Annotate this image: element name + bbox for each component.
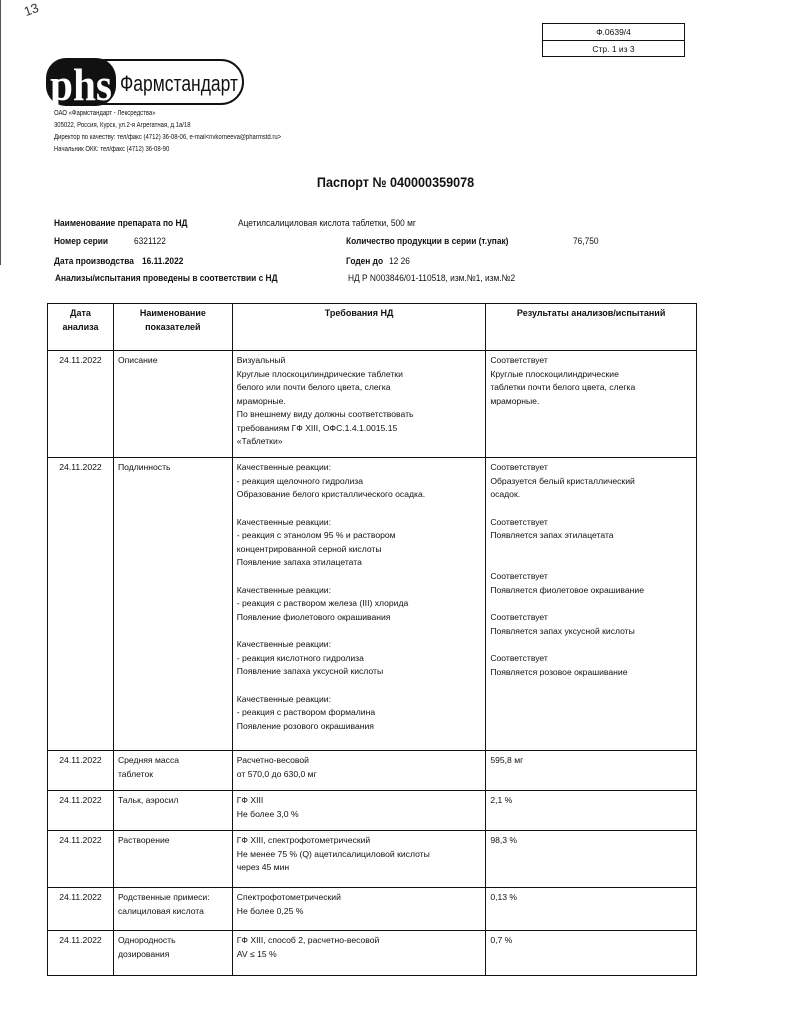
result-text: Соответствует Образуется белый кристаллический осадок. [490, 462, 635, 499]
table-row [48, 931, 697, 976]
result-text: 0,13 % [490, 892, 518, 902]
quality-director-contact: Директор по качеству: тел/факс (4712) 36-08-06, e-mail<nvkorneeva@pharmstd.ru> [54, 134, 282, 141]
expiry-label: Годен до [346, 256, 384, 267]
svg-text:phs: phs [50, 59, 112, 110]
analysis-date: 24.11.2022 [48, 888, 114, 931]
requirement-text: Расчетно-весовой от 570,0 до 630,0 мг [236, 755, 317, 779]
requirement-text: Качественные реакции: - реакция щелочного гидролиза Образование белого кристаллического осадка. [236, 462, 426, 499]
indicator-name: Средняя масса таблеток [113, 751, 232, 791]
drug-name-value: Ацетилсалициловая кислота таблетки, 500 мг [238, 218, 416, 229]
result-text: 98,3 % [490, 835, 518, 845]
requirement-cell [232, 931, 486, 976]
result-text: Соответствует Появляется розовое окрашивание [490, 653, 628, 677]
result-text: Соответствует Появляется фиолетовое окрашивание [490, 571, 645, 595]
quantity-value: 76,750 [573, 236, 599, 247]
result-cell [486, 751, 697, 791]
analysis-table [47, 303, 697, 976]
requirement-text: ГФ XIII, спектрофотометрический Не менее 75 % (Q) ацетилсалициловой кислоты через 45 мин [236, 835, 430, 872]
company-logo [46, 58, 244, 110]
requirement-text: Спектрофотометрический Не более 0,25 % [236, 892, 341, 916]
table-row [48, 751, 697, 791]
result-cell [486, 351, 697, 458]
series-label: Номер серии [54, 236, 108, 247]
analysis-date: 24.11.2022 [48, 831, 114, 888]
requirement-text: Качественные реакции: - реакция кислотного гидролиза Появление запаха уксусной кислоты [236, 639, 384, 676]
page-number: Стр. 1 из 3 [543, 40, 684, 56]
indicator-name: Описание [113, 351, 232, 458]
result-text: 0,7 % [490, 935, 513, 945]
production-date-label: Дата производства [54, 256, 134, 267]
result-text: Соответствует Появляется запах уксусной кислоты [490, 612, 635, 636]
indicator-name: Подлинность [113, 458, 232, 751]
result-text: Соответствует Появляется запах этилацетата [490, 516, 614, 540]
result-text: Соответствует Круглые плоскоцилиндрические таблетки почти белого цвета, слегка мраморные. [490, 355, 636, 406]
analysis-date: 24.11.2022 [48, 931, 114, 976]
table-row [48, 458, 697, 751]
production-date-value: 16.11.2022 [142, 256, 184, 267]
handwritten-page-mark: 13 [21, 0, 41, 20]
table-row [48, 351, 697, 458]
result-cell [486, 791, 697, 831]
table-row [48, 888, 697, 931]
table-header-row [48, 304, 697, 351]
indicator-name: Тальк, аэросил [113, 791, 232, 831]
indicator-name: Родственные примеси: салициловая кислота [113, 888, 232, 931]
table-row [48, 791, 697, 831]
analysis-date: 24.11.2022 [48, 751, 114, 791]
company-address: 305022, Россия, Курск, ул.2-я Агрегатная, д.1а/18 [54, 122, 191, 129]
requirement-cell [232, 351, 486, 458]
header-date: Дата анализа [48, 304, 114, 351]
quantity-label: Количество продукции в серии (т.упак) [346, 236, 509, 247]
indicator-name: Растворение [113, 831, 232, 888]
requirement-cell [232, 888, 486, 931]
analysis-date: 24.11.2022 [48, 351, 114, 458]
analysis-date: 24.11.2022 [48, 458, 114, 751]
form-code: Ф.0639/4 [596, 27, 631, 37]
requirement-text: Качественные реакции: - реакция с раствором железа (III) хлорида Появление фиолетового окрашивания [236, 584, 409, 622]
header-requirements: Требования НД [232, 304, 486, 351]
requirement-cell [232, 458, 486, 751]
result-cell [486, 831, 697, 888]
tests-basis-label: Анализы/испытания проведены в соответствии с НД [55, 273, 278, 284]
header-indicator: Наименование показателей [113, 304, 232, 351]
result-text: 2,1 % [490, 795, 513, 805]
svg-text:Фармстандарт: Фармстандарт [120, 71, 238, 96]
requirement-cell [232, 791, 486, 831]
expiry-value: 12 26 [389, 256, 410, 267]
scan-edge [0, 0, 1, 265]
indicator-name: Однородность дозирования [113, 931, 232, 976]
result-cell [486, 888, 697, 931]
company-name: ОАО «Фармстандарт - Лексредства» [54, 110, 156, 117]
table-row [48, 831, 697, 888]
tests-basis-value: НД Р N003846/01-110518, изм.№1, изм.№2 [348, 273, 516, 284]
series-value: 6321122 [134, 236, 166, 247]
result-text: 595,8 мг [490, 755, 524, 765]
requirement-text: Качественные реакции: - реакция с раствором формалина Появление розового окрашивания [236, 693, 376, 731]
analysis-date: 24.11.2022 [48, 791, 114, 831]
result-cell [486, 458, 697, 751]
requirement-text: ГФ XIII, способ 2, расчетно-весовой AV ≤ 15 % [236, 935, 380, 959]
qc-head-contact: Начальник ОКК: тел/факс (4712) 36-08-90 [54, 146, 170, 153]
requirement-text: Визуальный Круглые плоскоцилиндрические таблетки белого или почти белого цвета, слегка мраморные. По внешнему виду должны соответствовать требованиям ГФ XIII, ОФС.1.4.1.0015.15 «Таблетки» [236, 355, 414, 446]
page-title: Паспорт № 040000359078 [316, 174, 475, 190]
requirement-cell [232, 831, 486, 888]
requirement-text: Качественные реакции: - реакция с этанолом 95 % и раствором концентрированной серной кислоты Появление запаха этилацетата [236, 516, 396, 567]
form-code-box [542, 23, 685, 57]
requirement-text: ГФ XIII Не более 3,0 % [236, 795, 299, 819]
drug-name-label: Наименование препарата по НД [54, 218, 188, 229]
result-cell [486, 931, 697, 976]
header-results: Результаты анализов/испытаний [486, 304, 697, 351]
requirement-cell [232, 751, 486, 791]
